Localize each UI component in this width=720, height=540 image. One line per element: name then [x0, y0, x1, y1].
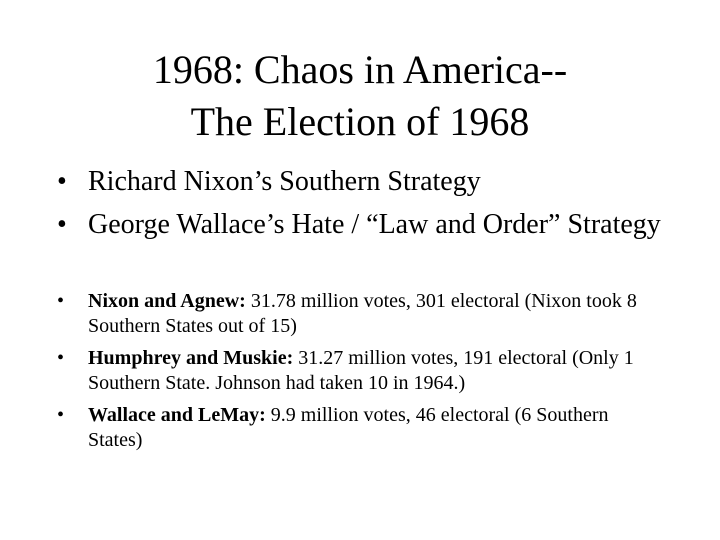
- result-text: 9.9 million votes, 46 electoral (6 Southern States): [88, 404, 609, 451]
- bullet-icon: •: [57, 290, 65, 312]
- bullet-icon: •: [57, 347, 65, 369]
- result-text: 31.78 million votes, 301 electoral (Nixon took 8 Southern States out of 15): [88, 290, 637, 337]
- title-line-2: The Election of 1968: [190, 99, 530, 144]
- title-line-1: 1968: Chaos in America--: [152, 47, 568, 92]
- result-text: 31.27 million votes, 191 electoral (Only 1 Southern State. Johnson had taken 10 in 1964.): [88, 347, 634, 394]
- candidate-label: Nixon and Agnew:: [88, 290, 246, 312]
- bullet-icon: •: [57, 209, 67, 240]
- slide-title: [40, 44, 680, 148]
- list-item: [57, 403, 667, 452]
- list-item: [57, 346, 667, 395]
- results-list: [57, 289, 667, 460]
- bullet-text: George Wallace’s Hate / “Law and Order” Strategy: [88, 209, 661, 240]
- strategy-list: [57, 165, 677, 251]
- bullet-icon: •: [57, 404, 65, 426]
- bullet-icon: •: [57, 166, 67, 197]
- list-item: [57, 165, 677, 199]
- list-item: [57, 289, 667, 338]
- candidate-label: Wallace and LeMay:: [88, 404, 266, 426]
- candidate-label: Humphrey and Muskie:: [88, 347, 294, 369]
- list-item: [57, 208, 677, 242]
- bullet-text: Richard Nixon’s Southern Strategy: [88, 166, 481, 197]
